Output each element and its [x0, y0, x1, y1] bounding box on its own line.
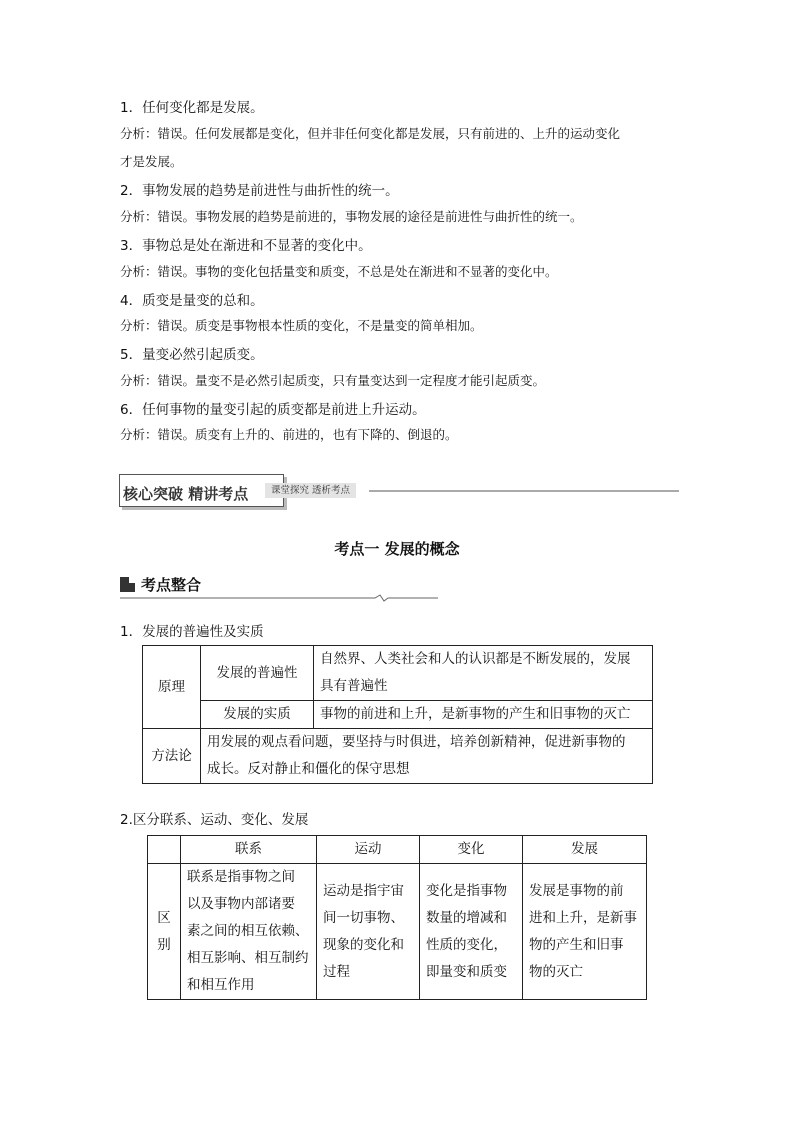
item1-heading: 1．发展的普遍性及实质 [120, 624, 264, 640]
page-title: 考点一 发展的概念 [334, 540, 460, 558]
table-row [143, 729, 653, 784]
banner-box [119, 474, 284, 507]
header-empty [148, 836, 181, 864]
a3: 分析：错误。事物的变化包括量变和质变，不总是处在渐进和不显著的变化中。 [120, 264, 558, 279]
table-header-row [148, 836, 647, 864]
cell-line: 和相互作用 [187, 977, 255, 993]
desc-line: 成长。反对静止和僵化的保守思想 [207, 761, 410, 777]
cell-line: 相互影响、相互制约 [187, 950, 309, 966]
cell-line: 运动是指宇宙 [323, 882, 404, 899]
table-distinguish [147, 835, 647, 1000]
desc-line: 具有普遍性 [320, 678, 388, 694]
header-bianhua: 变化 [420, 836, 523, 864]
section-banner [119, 474, 681, 510]
banner-sub: 课堂探究 透析考点 [265, 483, 356, 498]
cell-yuanli: 原理 [143, 646, 201, 729]
header-lianxi: 联系 [181, 836, 317, 864]
cell-fangfalun: 方法论 [143, 729, 201, 784]
q3: 3．事物总是处在渐进和不显著的变化中。 [120, 238, 372, 254]
table-row [143, 646, 653, 701]
a6: 分析：错误。质变有上升的、前进的，也有下降的、倒退的。 [120, 427, 458, 442]
desc-line: 自然界、人类社会和人的认识都是不断发展的，发展 [320, 651, 631, 667]
cell-line: 性质的变化， [426, 936, 507, 953]
q1: 1．任何变化都是发展。 [120, 100, 264, 116]
banner-main: 核心突破 精讲考点 [123, 485, 249, 503]
rowhead-char: 区 [157, 909, 171, 926]
cell-line: 数量的增减和 [426, 909, 507, 926]
q4: 4．质变是量变的总和。 [120, 293, 264, 309]
q6: 6．任何事物的量变引起的质变都是前进上升运动。 [120, 402, 426, 418]
cell-line: 过程 [323, 963, 350, 980]
cell-universality-desc [314, 646, 653, 701]
cell-line: 物的产生和旧事 [529, 936, 624, 953]
cell-essence: 发展的实质 [201, 701, 314, 729]
table-row [143, 701, 653, 729]
q5: 5．量变必然引起质变。 [120, 347, 264, 363]
cell-yundong [317, 864, 420, 1000]
cell-line: 即量变和质变 [426, 963, 507, 980]
item2-heading: 2.区分联系、运动、变化、发展 [120, 812, 309, 828]
table-row [148, 864, 647, 1000]
cell-line: 变化是指事物 [426, 882, 507, 899]
banner-rule [369, 490, 679, 492]
cell-method-desc [201, 729, 653, 784]
a5: 分析：错误。量变不是必然引起质变，只有量变达到一定程度才能引起质变。 [120, 373, 546, 388]
section-underline [120, 594, 440, 602]
cell-line: 现象的变化和 [323, 936, 404, 953]
desc-line: 用发展的观点看问题，要坚持与时俱进，培养创新精神，促进新事物的 [207, 734, 626, 750]
cell-universality: 发展的普遍性 [201, 646, 314, 701]
section-heading [120, 574, 201, 595]
square-icon [120, 577, 135, 592]
a4: 分析：错误。质变是事物根本性质的变化，不是量变的简单相加。 [120, 318, 483, 333]
a2: 分析：错误。事物发展的趋势是前进的，事物发展的途径是前进性与曲折性的统一。 [120, 209, 583, 224]
cell-line: 联系是指事物之间 [187, 869, 295, 885]
cell-fazhan [523, 864, 647, 1000]
table-development [142, 645, 653, 784]
cell-line: 物的灭亡 [529, 963, 583, 980]
cell-essence-desc: 事物的前进和上升，是新事物的产生和旧事物的灭亡 [314, 701, 653, 729]
section-label: 考点整合 [141, 576, 202, 594]
cell-line: 进和上升，是新事 [529, 909, 637, 926]
rowhead-qubie [148, 864, 181, 1000]
cell-line: 间一切事物、 [323, 909, 404, 926]
cell-lianxi [181, 864, 317, 1000]
rowhead-char: 别 [157, 936, 171, 953]
cell-bianhua [420, 864, 523, 1000]
a1-line1: 分析：错误。任何发展都是变化，但并非任何变化都是发展，只有前进的、上升的运动变化 [120, 126, 621, 141]
header-fazhan: 发展 [523, 836, 647, 864]
header-yundong: 运动 [317, 836, 420, 864]
cell-line: 以及事物内部诸要 [187, 896, 295, 912]
a1-line2: 才是发展。 [120, 154, 183, 169]
cell-line: 素之间的相互依赖、 [187, 923, 309, 939]
q2: 2．事物发展的趋势是前进性与曲折性的统一。 [120, 183, 399, 199]
cell-line: 发展是事物的前 [529, 882, 624, 899]
